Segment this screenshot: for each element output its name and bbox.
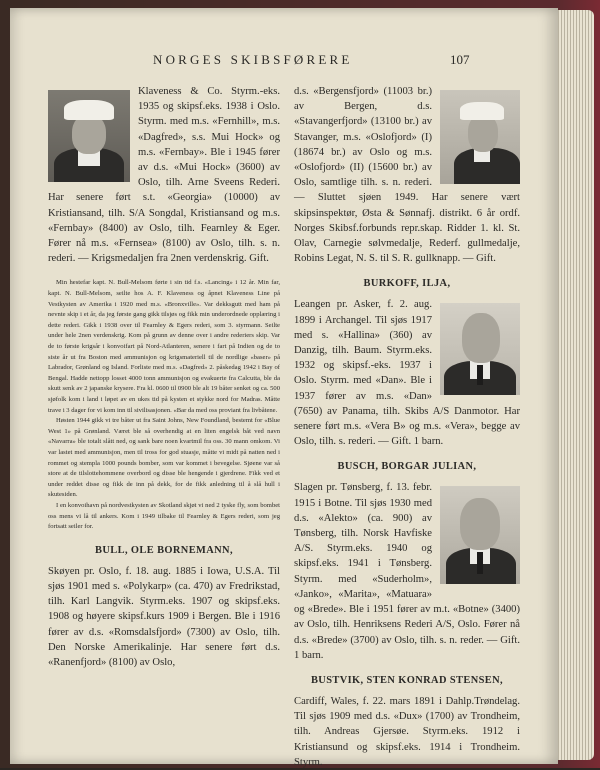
right-column	[294, 84, 520, 770]
narrative-paragraph: Høsten 1944 gikk vi tre båter ut fra Saint Johns, New Foundland, bestemt for «Blue West 1» på Grønland. Været ble så overhendig at en liten engelsk båt ved navn «Navarra» ble totalt slått ned, og sank bare noen kvartmil fra oss. 30 mann omkom. Vi var lastet med ammunisjon, men til tross for god stuasje, måtte vi midt på natten ned i rommet og stempla 1000 pounds bomber, som var kommet i bevegelse. Sjøene var så store at de tilslottehommene overbord og disse ble hengende i gjerdrene. Fikk ved et under reddet disse og fikk de inn på dekk, for de fikk anledning til å slå hull i skutesiden.	[48, 417, 280, 499]
narrative-small-print	[48, 278, 280, 532]
portrait-photo-suit	[440, 486, 520, 584]
entry-name: BULL, OLE BORNEMANN,	[95, 544, 233, 556]
entry-intro-text: Klaveness & Co. Styrm.-eks. 1935 og skipsf.eks. 1938 i Oslo. Styrm. med m.s. «Fernhill», m.s. «Dagfred», s.s. Mui Hock» og m.s. «Fernbay». Ble i 1945 fører av d.s. «Mui Hock» (3600) av Oslo, tilh. Arne Sveens Rederi. Har senere ført s.t. «Georgia» (10000) av Kristiansand, tilh. S/A Songdal, Kristiansand og m.s. «Fernbay» (8400) av Oslo, tilh. Fearnley & Eger. Fører nå m.s. «Fernsea» (8100) av Oslo, tilh. s. n. rederi. — Krigsmedaljen fra 2nen verdenskrig. Gift.	[48, 86, 280, 265]
portrait-photo-suit	[440, 303, 520, 395]
portrait-photo-captain-uniform	[48, 90, 130, 182]
entry-name: BUSTVIK, STEN KONRAD STENSEN,	[310, 674, 504, 686]
running-title: NORGES SKIBSFØRERE	[153, 52, 353, 67]
entry-name: BUSCH, BORGAR JULIAN,	[337, 461, 477, 473]
entry-text: Cardiff, Wales, f. 22. mars 1891 i Dahlp.Trøndelag. Til sjøs 1909 med d.s. «Dux» (1700) av Trondheim, tilh. Andreas Gjersøe. Styrm.eks. 1912 i Kristiansund og skipsf.eks. 1914 i Trondheim. Styrm.	[294, 695, 520, 768]
narrative-paragraph: I en konvoihavn på nordvestkysten av Skotland skjøt vi ned 2 tyske fly, som bombet oss mens vi lå til ankers. Kom i 1949 tilbake til Fearnley & Egers rederi, som jeg fortsatt seiler for.	[48, 501, 280, 531]
entry-text: Leangen pr. Asker, f. 2. aug. 1899 i Archangel. Til sjøs 1917 med s. «Hallina» (360) av Danzig, tilh. Baum. Styrm.eks. 1932 og skipsf.-eks. 1937 i Oslo. Styrm. med «Dan». Ble i 1937 fører av m.s. «Dan» (7650) av Panama, tilh. Skibs A/S Danmotor. Har senere ført m.s. «Vera B» og m.s. «Vera», begge av Oslo, tilh. s. rederi. — Gift. 1 barn.	[294, 299, 520, 448]
left-column	[48, 84, 280, 670]
entry-text: Slagen pr. Tønsberg, f. 13. febr. 1915 i Botne. Til sjøs 1930 med d.s. «Alekto» (ca. 900) av Tønsberg, tilh. Norsk Havfiske A/S. Styrm.eks. 1940 og skipsf.eks. 1941 i Tønsberg. Styrm. med «Suderholm», «Janko», «Marita», «Matuara» og «Brede». Ble i 1951 fører av m.t. «Botne» (3400) av Oslo, tilh. Henriksens Rederi A/S, Oslo. Fører nå d.s. «Brede» (3700) av Oslo, tilh. s. n. reder. — Gift. 1 barn.	[294, 482, 520, 661]
page-number: 107	[450, 52, 470, 67]
narrative-paragraph: Min hestefar kapt. N. Bull-Melsom førte i sin tid f.s. «Lancing» i 12 år. Min far, kapt. N. Bull-Melsom, seilte hos A. F. Klaveness og åpnet Klaveness Line på Vestkysten av Amerika i 1920 med m.s. «Bronxville». Var dekksgutt med ham på nevnte skip i et år, da jeg første gang gikk tilsjøs og fikk min underordnede opplæring i dette rederi. Gikk i 1938 over til Fearnley & Egers rederi, som 3. styrmann. Seilte under hele 2nen verdenskrig. Kom på grunn av denne over i andre rederiers skip. Var de to første krigsår i konvoifart på Nord-Atlanteren, senere i fart på Indien og de to siste år ut fra Boston med ammunisjon og krigsmateriell til de nordlige «baser» på Labrador, Grønland og Island. Forliste med m.s. «Dagfred» 2. påskedag 1942 i Bay of Bengal. Hadde nettopp losset 4000 tonn ammunisjon og evakuerte fra Calcutta, ble da skutt senk av 2 japanske krysere. Fra kl. 0600 til 0900 ble alt 19 båter senket og ca. 500 sjøfolk kom i land i løpet av en ukes tid på kysten et stykke nord for Madras. Måtte trave i 3 dager for vi kom inn til sivilisasjonen. «Bar da med oss proviant fra livbåtene.	[48, 279, 280, 414]
entry-continuation-text: d.s. «Bergensfjord» (11003 br.) av Bergen, d.s. «Stavangerfjord» (13100 br.) av Stavanger, m.s. «Oslofjord» (I) (18674 br.) av Oslo og m.s. «Oslofjord» (II) (15600 br.) av Oslo, samtlige tilh. s. n. rederi. — Sluttet sjøen 1949. Har senere vært skipsinspektør, Østa & Sønnafj. distrikt. 6 år ordf. Norges Skibsf.forbunds repr.skap. Ridder 1. kl. St. Olav, Carnegie sølvmedalje, Rederf. gullmedalje, Robins Legat, N. S. til S. R. gullknapp. — Gift.	[294, 86, 520, 265]
portrait-photo-officer-cap	[440, 90, 520, 184]
book-page	[10, 8, 558, 768]
entry-text: Skøyen pr. Oslo, f. 18. aug. 1885 i Iowa, U.S.A. Til sjøs 1901 med s. «Polykarp» (ca. 470) av Fredrikstad, tilh. Karl Langvik. Styrm.eks. 1907 og skipsf.eks. 1908 og høyere skipsf.kurs 1909 i Bergen. Ble i 1916 fører av d.s. «Romsdalsfjord» (7300) av Oslo, tilh. Den Norske Amerikalinje. Har senere ført d.s. «Ranenfjord» (8100) av Oslo,	[48, 565, 280, 668]
page-header	[10, 52, 558, 72]
entry-name: BURKOFF, ILJA,	[363, 278, 451, 290]
